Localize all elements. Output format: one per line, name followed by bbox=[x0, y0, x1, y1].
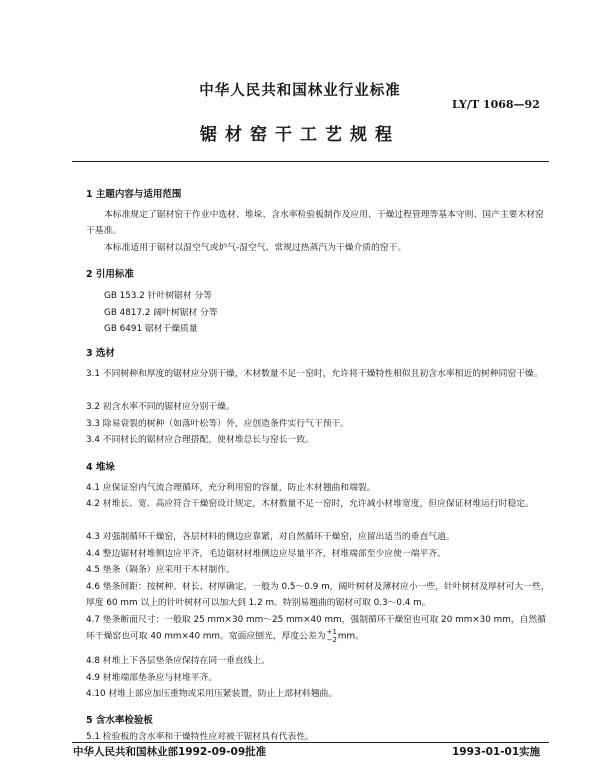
tolerance-unit: mm。 bbox=[337, 631, 364, 642]
clause-4-6: 4.6 垫条间距：按树种、材长、材厚确定，一般为 0.5～0.9 m，阔叶树材及薄材应小一些，针叶树材及厚材可大一些，厚度 60 mm 以上的针叶树材可以加大到 1.2 m。特别易翘曲的锯材可取 0.3～0.4 m。 bbox=[86, 582, 550, 608]
footer-divider bbox=[72, 742, 549, 743]
clause-4-5: 4.5 垫条（隔条）应采用干木材制作。 bbox=[86, 565, 235, 575]
clause-3-4: 3.4 不同材长的锯材应合理搭配，使材堆总长与窑长一致。 bbox=[86, 435, 314, 445]
clause-4-2: 4.2 材堆长、宽、高应符合干燥窑设计规定，木材数量不足一窑时，允许减小材堆宽度，但应保证材堆运行时稳定。 bbox=[86, 499, 534, 509]
section-1-paragraph-1: 本标准规定了锯材窑干作业中选材、堆垛、含水率检验板制作及应用、干燥过程管理等基本守则、国产主要木材窑干基准。 bbox=[86, 210, 544, 236]
approval-line: 中华人民共和国林业部1992-09-09批准 bbox=[73, 746, 267, 758]
reference-item: GB 153.2 针叶树锯材 分等 bbox=[104, 291, 213, 301]
header-divider bbox=[72, 161, 549, 162]
reference-item: GB 6491 锯材干燥质量 bbox=[104, 324, 198, 334]
tolerance-lower: −2 bbox=[326, 636, 337, 644]
document-title: 锯材窑干工艺规程 bbox=[200, 125, 400, 145]
reference-item: GB 4817.2 阔叶树锯材 分等 bbox=[104, 308, 218, 318]
section-5-heading: 5 含水率检验板 bbox=[86, 715, 153, 726]
clause-4-7 bbox=[86, 612, 552, 645]
clause-3-2: 3.2 初含水率不同的锯材应分别干燥。 bbox=[86, 402, 235, 412]
section-2-heading: 2 引用标准 bbox=[86, 269, 134, 280]
clause-3-1: 3.1 不同树种和厚度的锯材应分别干燥，木材数量不足一窑时，允许将干燥特性相似且初含水率相近的树种同窑干燥。 bbox=[86, 369, 543, 379]
clause-4-4: 4.4 整边锯材材堆侧边应平齐，毛边锯材材堆侧边应尽量平齐，材堆端部至少应使一端平齐。 bbox=[86, 549, 446, 559]
tolerance-upper: +1 bbox=[326, 628, 337, 636]
clause-4-10: 4.10 材堆上部应加压重物或采用压紧装置，防止上部材料翘曲。 bbox=[86, 689, 338, 699]
effective-date: 1993-01-01实施 bbox=[452, 746, 541, 758]
clause-4-3: 4.3 对强制循环干燥窑，各层材料的侧边应靠紧，对自然循环干燥窑，应留出适当的垂直气道。 bbox=[86, 532, 455, 542]
clause-4-8: 4.8 材堆上下各层垫条应保持在同一垂直线上。 bbox=[86, 656, 270, 666]
clause-4-7-text: 4.7 垫条断面尺寸：一般取 25 mm×30 mm～25 mm×40 mm，强制循环干燥窑也可取 20 mm×30 mm，自然循环干燥窑也可取 40 mm×40 mm。宽面应刨光，厚度公差为 bbox=[86, 615, 546, 642]
standard-category-title: 中华人民共和国林业行业标准 bbox=[199, 83, 401, 99]
clause-5-1: 5.1 检验板的含水率和干燥特性应对被干锯材具有代表性。 bbox=[86, 732, 314, 742]
clause-4-1: 4.1 应保证窑内气流合理循环，充分利用窑的容量，防止木材翘曲和端裂。 bbox=[86, 483, 376, 493]
thickness-tolerance bbox=[327, 628, 337, 644]
section-3-heading: 3 选材 bbox=[86, 348, 115, 359]
standard-code: LY/T 1068—92 bbox=[452, 98, 540, 111]
section-1-paragraph-2: 本标准适用于锯材以湿空气或炉气-湿空气、常规过热蒸汽为干燥介质的窑干。 bbox=[104, 243, 407, 253]
clause-4-9: 4.9 材堆端部垫条应与材堆平齐。 bbox=[86, 673, 218, 683]
section-4-heading: 4 堆垛 bbox=[86, 462, 115, 473]
clause-3-3: 3.3 除易衰裂的树种（如落叶松等）外，应创造条件实行气干预干。 bbox=[86, 419, 350, 429]
section-1-heading: 1 主题内容与适用范围 bbox=[86, 189, 182, 200]
